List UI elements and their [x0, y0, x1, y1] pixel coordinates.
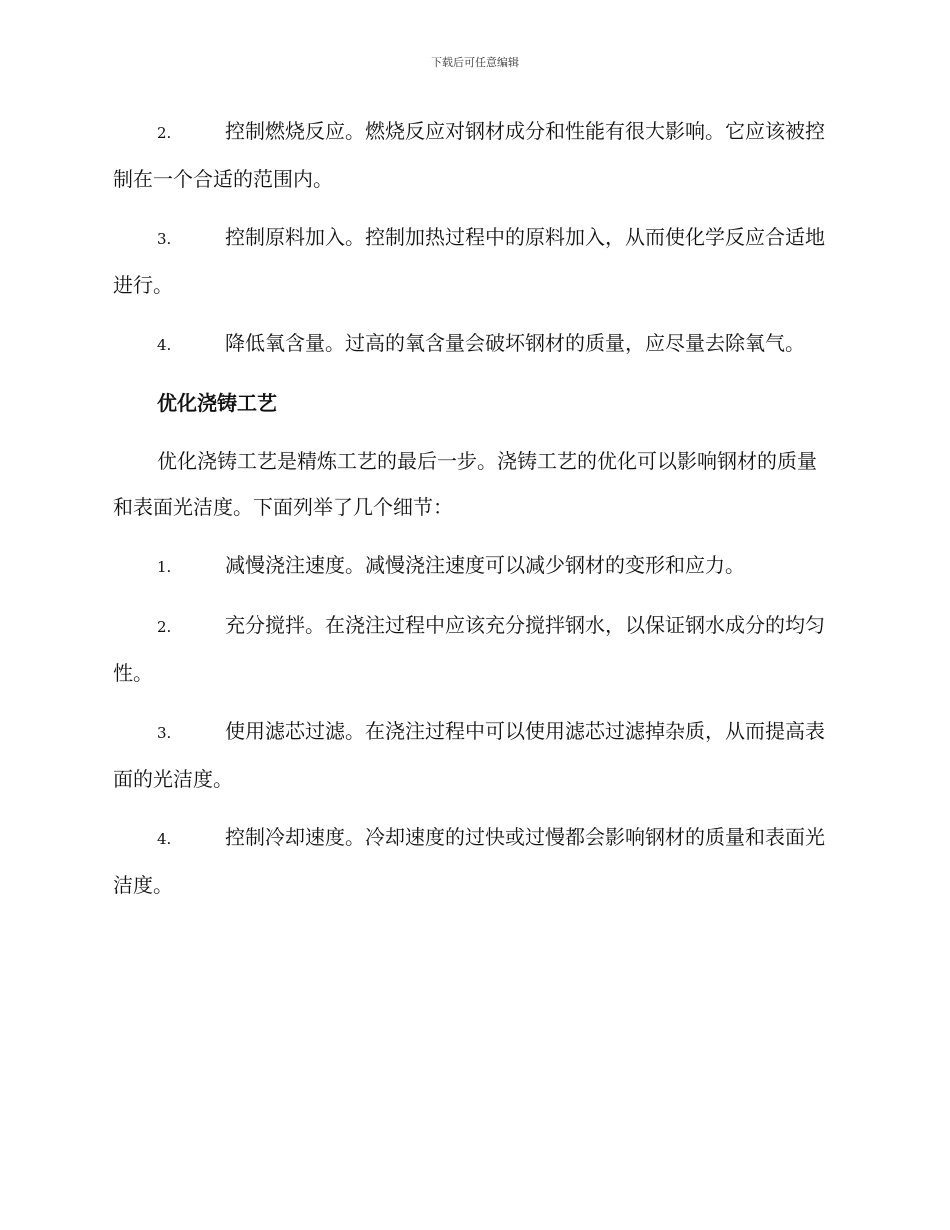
list-item: [113, 108, 835, 202]
list-item: [113, 214, 835, 308]
list-item: [113, 708, 835, 802]
list-item: [113, 602, 835, 696]
section-heading: 优化浇铸工艺: [157, 391, 277, 415]
list-text: 充分搅拌。在浇注过程中应该充分搅拌钢水，以保证钢水成分的均匀性。: [113, 613, 825, 685]
list-number: 4.: [157, 830, 172, 848]
list-text: 控制燃烧反应。燃烧反应对钢材成分和性能有很大影响。它应该被控制在一个合适的范围内。: [113, 119, 825, 191]
list-number: 3.: [157, 724, 172, 742]
list-number: 1.: [157, 558, 172, 576]
list-text: 减慢浇注速度。减慢浇注速度可以减少钢材的变形和应力。: [225, 553, 745, 577]
list-text: 控制原料加入。控制加热过程中的原料加入，从而使化学反应合适地进行。: [113, 225, 825, 297]
section-intro-paragraph: 优化浇铸工艺是精炼工艺的最后一步。浇铸工艺的优化可以影响钢材的质量和表面光洁度。下面列举了几个细节：: [113, 449, 817, 519]
list-item: [113, 320, 835, 368]
list-number: 4.: [157, 336, 172, 354]
list-number: 3.: [157, 230, 172, 248]
list-text: 控制冷却速度。冷却速度的过快或过慢都会影响钢材的质量和表面光洁度。: [113, 825, 825, 897]
document-body: [113, 108, 835, 920]
list-item: [113, 542, 835, 590]
list-number: 2.: [157, 618, 172, 636]
list-text: 降低氧含量。过高的氧含量会破坏钢材的质量，应尽量去除氧气。: [225, 331, 805, 355]
page-header: 下载后可任意编辑: [431, 56, 519, 69]
list-number: 2.: [157, 124, 172, 142]
list-item: [113, 814, 835, 908]
list-text: 使用滤芯过滤。在浇注过程中可以使用滤芯过滤掉杂质，从而提高表面的光洁度。: [113, 719, 825, 791]
